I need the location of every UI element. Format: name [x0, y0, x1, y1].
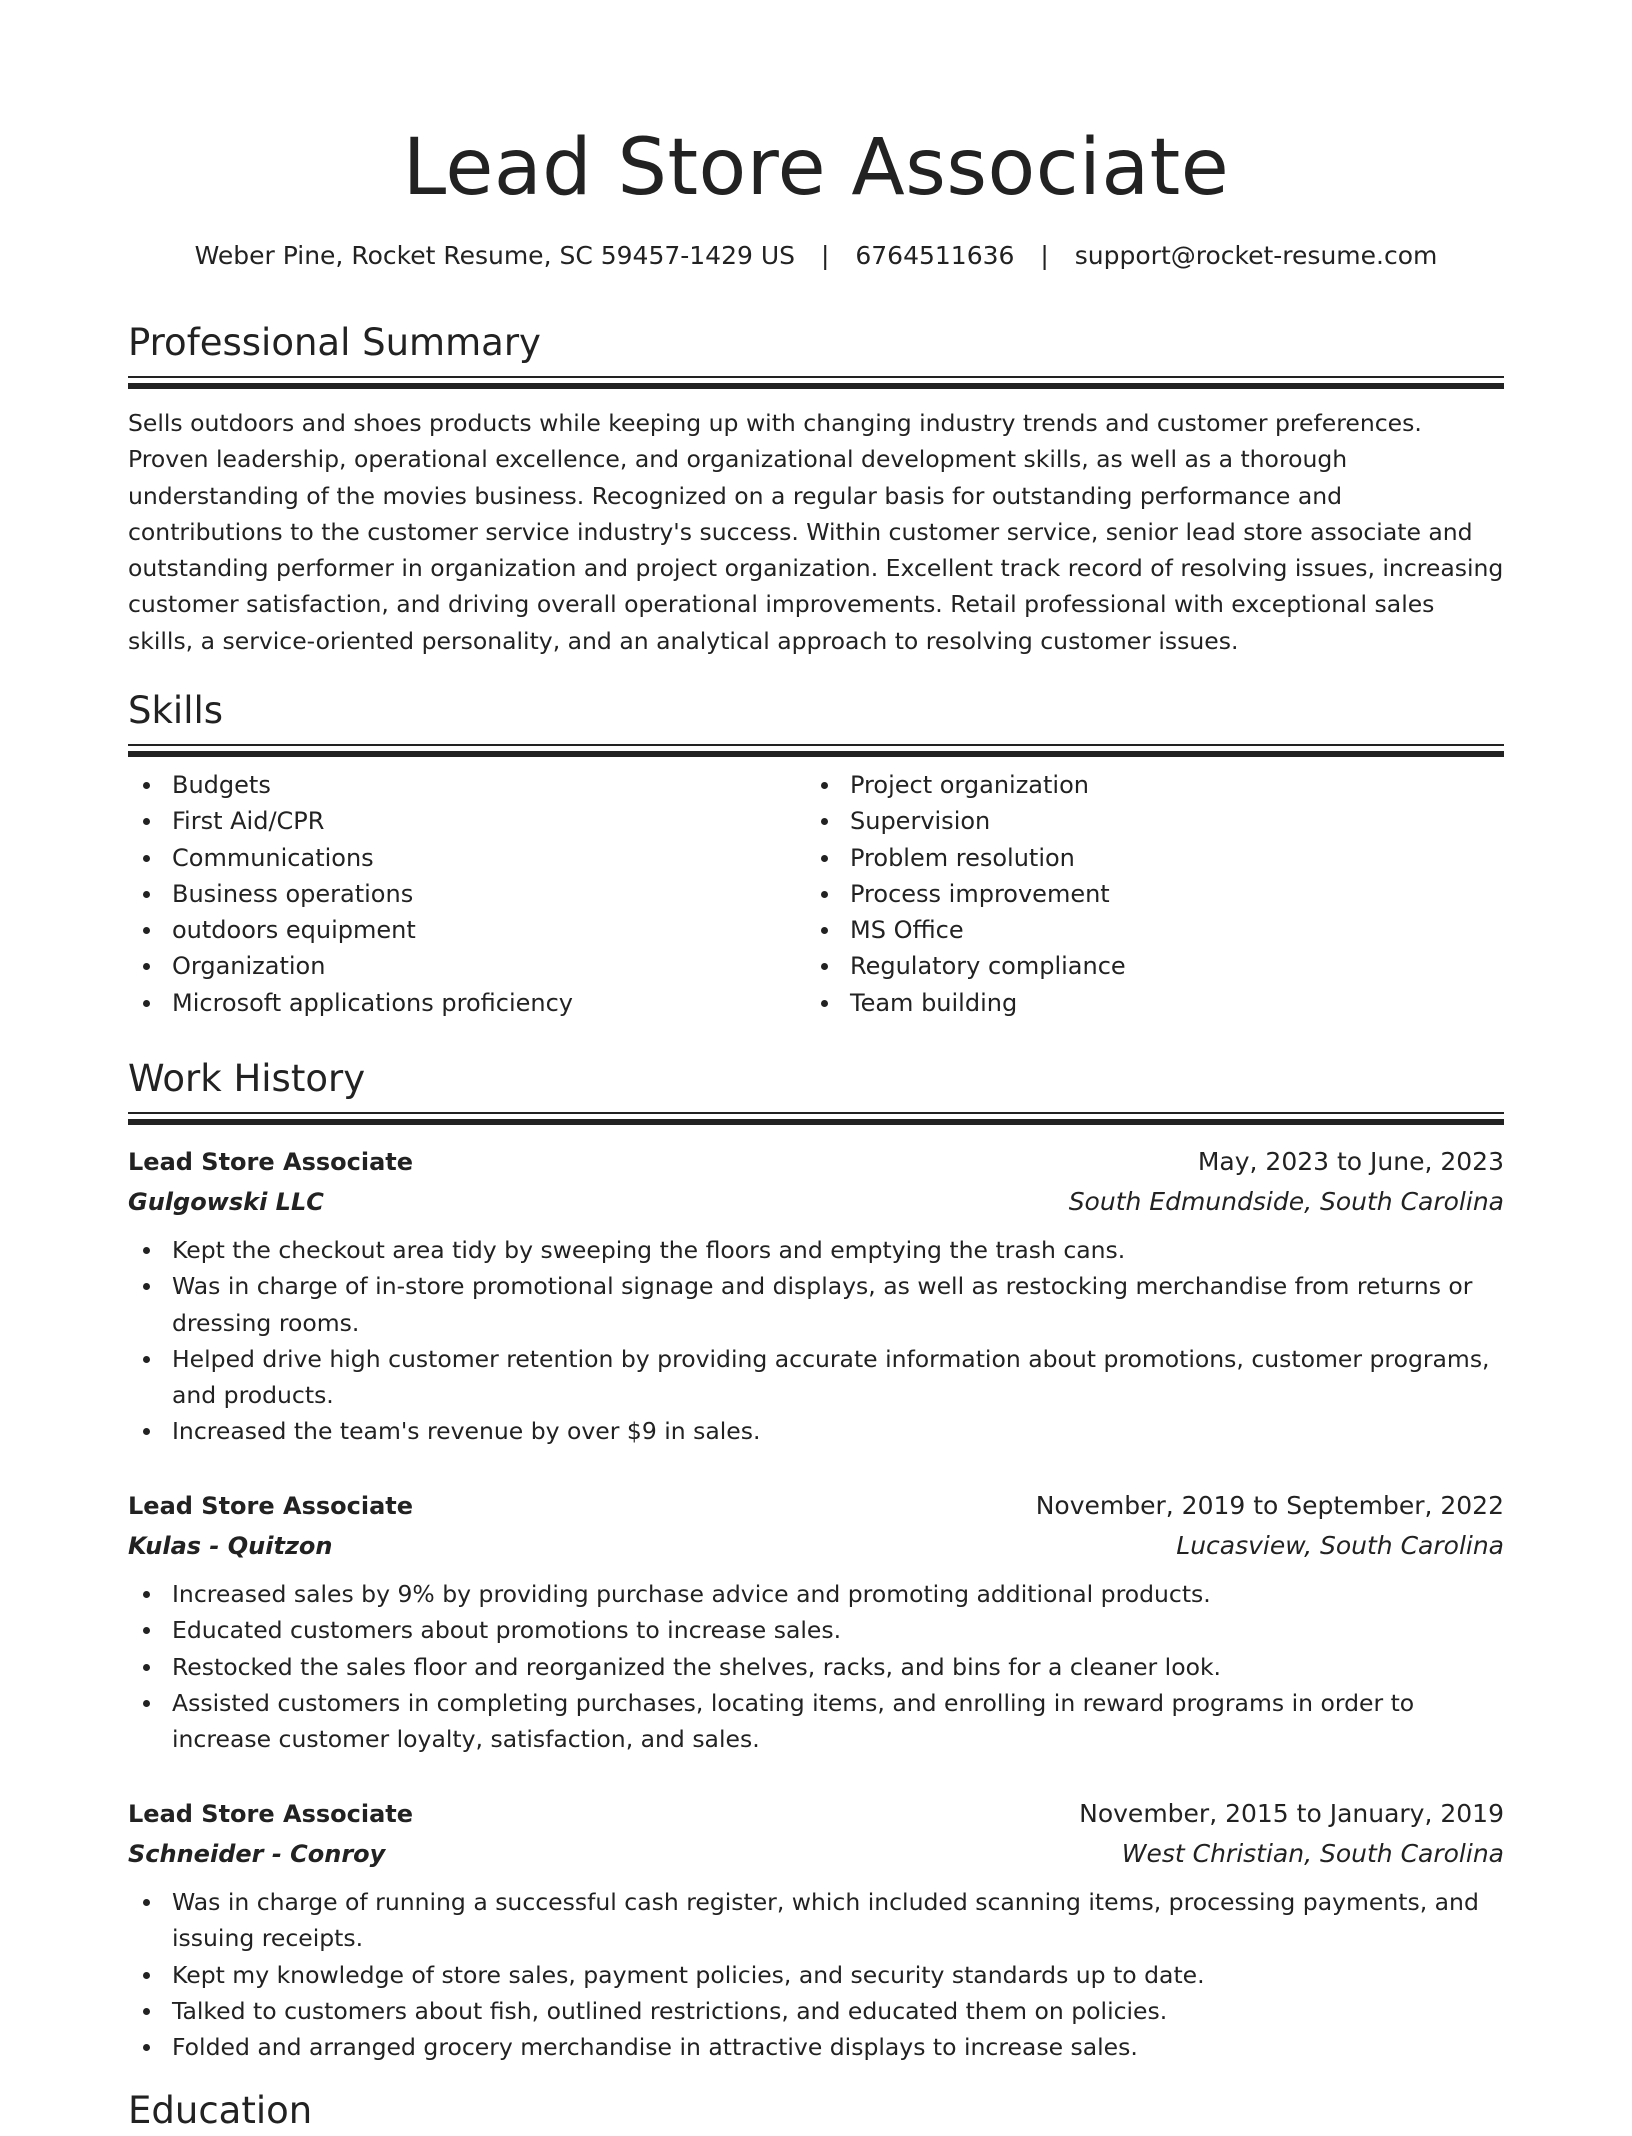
- job-entry: [128, 1794, 1504, 2065]
- skill-item: Problem resolution: [806, 840, 1484, 876]
- skills-left-list: [128, 767, 806, 1021]
- skill-item: Process improvement: [806, 876, 1484, 912]
- contact-separator: |: [820, 241, 830, 270]
- contact-address: Weber Pine, Rocket Resume, SC 59457-1429 US: [194, 241, 796, 270]
- job-title: Lead Store Associate: [128, 1492, 414, 1520]
- summary-section: [128, 318, 1504, 659]
- skill-item: Organization: [128, 948, 806, 984]
- skill-item: Project organization: [806, 767, 1484, 803]
- job-dates: November, 2019 to September, 2022: [1035, 1491, 1504, 1520]
- skill-item: Regulatory compliance: [806, 948, 1484, 984]
- job-bullet: Kept the checkout area tidy by sweeping the floors and emptying the trash cans.: [128, 1232, 1504, 1268]
- contact-line: [128, 236, 1504, 276]
- skills-columns: [128, 767, 1504, 1021]
- job-bullet: Was in charge of in-store promotional signage and displays, as well as restocking merchandise from returns or dressing rooms.: [128, 1268, 1504, 1341]
- skill-item: First Aid/CPR: [128, 803, 806, 839]
- job-bullet: Increased sales by 9% by providing purchase advice and promoting additional products.: [128, 1576, 1504, 1612]
- skill-item: Budgets: [128, 767, 806, 803]
- skill-item: Business operations: [128, 876, 806, 912]
- work-history-section: [128, 1054, 1504, 1127]
- job-title: Lead Store Associate: [128, 1800, 414, 1828]
- skill-item: Communications: [128, 840, 806, 876]
- section-divider: [128, 1112, 1504, 1127]
- summary-text: Sells outdoors and shoes products while keeping up with changing industry trends and customer preferences. Proven leadership, operational excellence, and organizational development skills, as well as a thorough understanding of the movies business. Recognized on a regular basis for outstanding performance and contributions to the customer service industry's success. Within customer service, senior lead store associate and outstanding performer in organization and project organization. Excellent track record of resolving issues, increasing customer satisfaction, and driving overall operational improvements. Retail professional with exceptional sales skills, a service-oriented personality, and an analytical approach to resolving customer issues.: [128, 409, 1504, 655]
- job-header-row: [128, 1486, 1504, 1526]
- education-heading: Education: [128, 2089, 313, 2132]
- skill-item: Team building: [806, 985, 1484, 1021]
- section-divider: [128, 744, 1504, 759]
- job-company: Kulas - Quitzon: [128, 1532, 333, 1560]
- job-bullet: Increased the team's revenue by over $9 in sales.: [128, 1413, 1504, 1449]
- section-divider: [128, 376, 1504, 391]
- candidate-name: Lead Store Associate: [402, 123, 1230, 213]
- job-bullet: Talked to customers about fish, outlined restrictions, and educated them on policies.: [128, 1993, 1504, 2029]
- job-bullet: Kept my knowledge of store sales, payment policies, and security standards up to date.: [128, 1957, 1504, 1993]
- job-header-row: [128, 1142, 1504, 1182]
- skill-item: outdoors equipment: [128, 912, 806, 948]
- job-company: Schneider - Conroy: [128, 1840, 386, 1868]
- job-bullet: Educated customers about promotions to increase sales.: [128, 1612, 1504, 1648]
- contact-separator: |: [1040, 241, 1049, 270]
- job-dates: November, 2015 to January, 2019: [1079, 1799, 1504, 1828]
- job-location: South Edmundside, South Carolina: [1068, 1187, 1504, 1216]
- job-company-row: [128, 1526, 1504, 1566]
- job-bullet: Helped drive high customer retention by providing accurate information about promotions, customer programs, and products.: [128, 1341, 1504, 1414]
- work-history-heading: Work History: [128, 1057, 366, 1100]
- job-bullet-list: [128, 1884, 1504, 2065]
- job-bullet: Restocked the sales floor and reorganized the shelves, racks, and bins for a cleaner look.: [128, 1649, 1504, 1685]
- job-entry: [128, 1486, 1504, 1757]
- job-dates: May, 2023 to June, 2023: [1197, 1147, 1504, 1176]
- skill-item: MS Office: [806, 912, 1484, 948]
- job-bullet: Was in charge of running a successful cash register, which included scanning items, processing payments, and issuing receipts.: [128, 1884, 1504, 1957]
- job-company: Gulgowski LLC: [128, 1188, 324, 1216]
- job-location: West Christian, South Carolina: [1121, 1839, 1504, 1868]
- contact-phone: 6764511636: [855, 241, 1015, 270]
- skills-section: [128, 686, 1504, 1021]
- contact-email: support@rocket-resume.com: [1074, 241, 1438, 270]
- job-bullet-list: [128, 1232, 1504, 1450]
- summary-heading: Professional Summary: [128, 321, 541, 364]
- job-bullet: Assisted customers in completing purchases, locating items, and enrolling in reward programs in order to increase customer loyalty, satisfaction, and sales.: [128, 1685, 1504, 1758]
- job-bullet: Folded and arranged grocery merchandise in attractive displays to increase sales.: [128, 2029, 1504, 2065]
- job-title: Lead Store Associate: [128, 1148, 414, 1176]
- skill-item: Microsoft applications proficiency: [128, 985, 806, 1021]
- job-entry: [128, 1142, 1504, 1450]
- skills-right-list: [806, 767, 1484, 1021]
- job-header-row: [128, 1794, 1504, 1834]
- job-company-row: [128, 1834, 1504, 1874]
- job-location: Lucasview, South Carolina: [1176, 1531, 1504, 1560]
- job-company-row: [128, 1182, 1504, 1222]
- job-bullet-list: [128, 1576, 1504, 1757]
- skill-item: Supervision: [806, 803, 1484, 839]
- skills-heading: Skills: [128, 689, 224, 732]
